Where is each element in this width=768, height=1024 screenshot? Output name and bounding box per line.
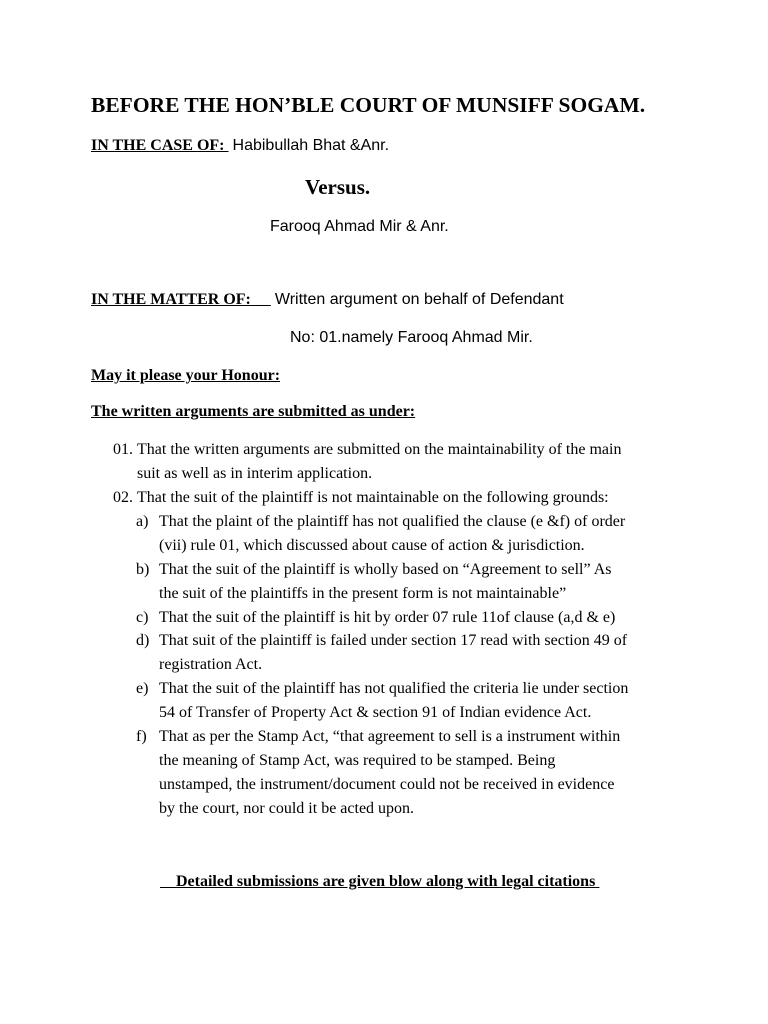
ground-marker: c) xyxy=(136,609,149,626)
case-label: IN THE CASE OF: xyxy=(91,137,225,154)
ground-line: That as per the Stamp Act, “that agreement to sell is a instrument within xyxy=(159,728,621,745)
court-title: BEFORE THE HON’BLE COURT OF MUNSIFF SOGAM. xyxy=(91,93,646,117)
matter-line xyxy=(91,291,564,309)
intro-heading: The written arguments are submitted as under: xyxy=(91,403,416,420)
ground-line: 54 of Transfer of Property Act & section 91 of Indian evidence Act. xyxy=(159,704,592,721)
point-line: That the suit of the plaintiff is not maintainable on the following grounds: xyxy=(137,489,609,506)
ground-line: (vii) rule 01, which discussed about cause of action & jurisdiction. xyxy=(159,537,585,554)
point-line: That the written arguments are submitted on the maintainability of the main xyxy=(137,441,622,458)
ground-line: That the suit of the plaintiff is hit by order 07 rule 11of clause (a,d & e) xyxy=(159,609,616,626)
matter-description: Written argument on behalf of Defendant xyxy=(274,291,564,308)
ground-line: the suit of the plaintiffs in the present form is not maintainable” xyxy=(159,585,567,602)
ground-marker: d) xyxy=(136,632,150,649)
matter-label: IN THE MATTER OF: xyxy=(91,291,251,308)
respondent-parties: Farooq Ahmad Mir & Anr. xyxy=(270,218,449,235)
ground-line: the meaning of Stamp Act, was required to be stamped. Being xyxy=(159,752,556,769)
ground-line: registration Act. xyxy=(159,656,263,673)
salutation: May it please your Honour: xyxy=(91,367,281,384)
detailed-submissions-text: Detailed submissions are given blow along with legal citations xyxy=(176,873,596,890)
ground-marker: a) xyxy=(136,513,149,530)
point-line: suit as well as in interim application. xyxy=(137,465,373,482)
ground-marker: f) xyxy=(136,728,147,745)
detailed-submissions-note xyxy=(160,873,599,891)
ground-marker: b) xyxy=(136,561,150,578)
point-number: 01. xyxy=(113,441,133,458)
case-line xyxy=(91,137,389,155)
matter-description-cont: No: 01.namely Farooq Ahmad Mir. xyxy=(290,329,533,346)
ground-line: That the plaint of the plaintiff has not qualified the clause (e &f) of order xyxy=(159,513,626,530)
ground-marker: e) xyxy=(136,680,149,697)
ground-line: That the suit of the plaintiff is wholly based on “Agreement to sell” As xyxy=(159,561,612,578)
ground-line: That the suit of the plaintiff has not qualified the criteria lie under section xyxy=(159,680,629,697)
versus-heading: Versus. xyxy=(305,175,371,199)
ground-line: unstamped, the instrument/document could not be received in evidence xyxy=(159,776,615,793)
ground-line: That suit of the plaintiff is failed under section 17 read with section 49 of xyxy=(159,632,628,649)
ground-line: by the court, nor could it be acted upon. xyxy=(159,800,415,817)
case-parties: Habibullah Bhat &Anr. xyxy=(232,137,390,154)
point-number: 02. xyxy=(113,489,133,506)
